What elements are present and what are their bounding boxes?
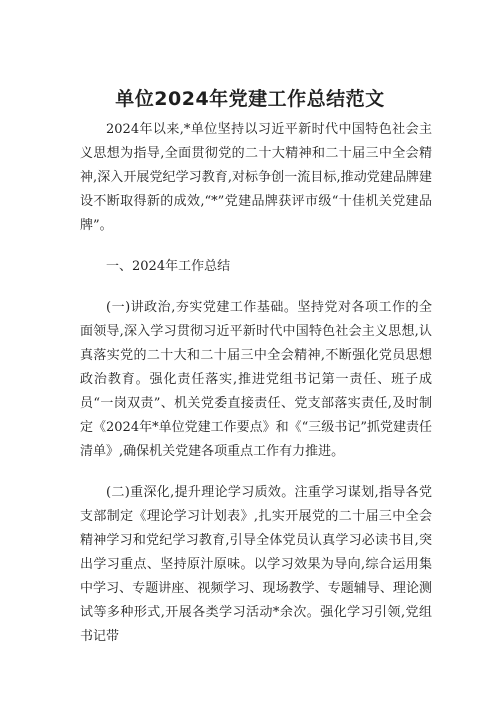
document-title: 单位2024年党建工作总结范文 xyxy=(115,88,385,110)
point-2-paragraph: (二)重深化,提升理论学习质效。注重学习谋划,指导各党支部制定《理论学习计划表》,扎实开展党的二十届三中全会精神学习和党纪学习教育,引导全体党员认真学习必读书目,突出学习重点、坚持原汁原味。以学习效果为导向,综合运用集中学习、专题讲座、视频学习、现场教学、专题辅导、理论测试等多种形式,开展各类学习活动*余次。强化学习引领,党组书记带 xyxy=(80,485,432,644)
intro-paragraph: 2024年以来,*单位坚持以习近平新时代中国特色社会主义思想为指导,全面贯彻党的二十大精神和二十届三中全会精神,深入开展党纪学习教育,对标争创一流目标,推动党建品牌建设不断取得新的成效,“*”党建品牌获评市级“十佳机关党建品牌”。 xyxy=(80,122,432,233)
document-body xyxy=(80,118,432,649)
section-heading-1: 一、2024年工作总结 xyxy=(106,259,231,274)
point-1-paragraph: (一)讲政治,夯实党建工作基础。坚持党对各项工作的全面领导,深入学习贯彻习近平新时代中国特色社会主义思想,认真落实党的二十大和二十届三中全会精神,不断强化党员思想政治教育。强化责任落实,推进党组书记第一责任、班子成员“一岗双责”、机关党委直接责任、党支部落实责任,及时制定《2024年*单位党建工作要点》和《“三级书记”抓党建责任清单》,确保机关党建各项重点工作有力推进。 xyxy=(80,300,432,459)
